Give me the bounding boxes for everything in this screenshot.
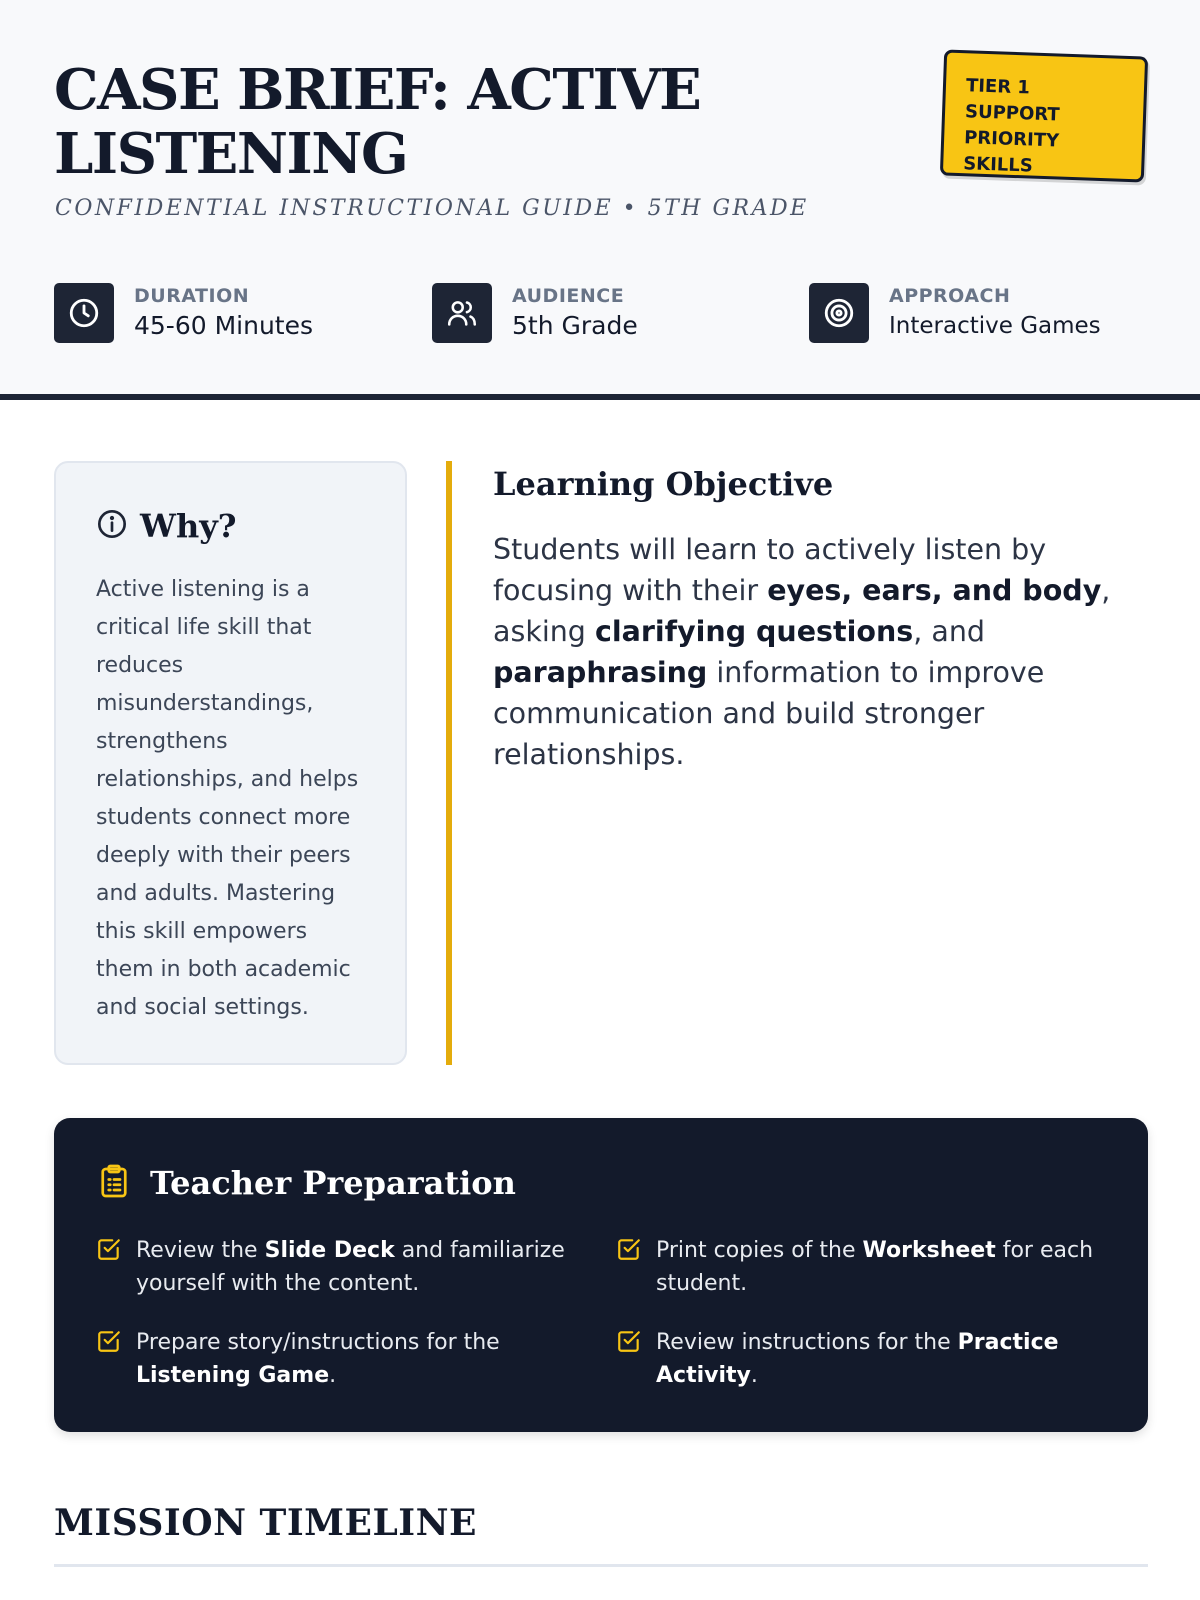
badge-line: PRIORITY — [963, 127, 1060, 152]
page-subtitle: CONFIDENTIAL INSTRUCTIONAL GUIDE • 5TH GRADE — [55, 196, 809, 221]
prep-item — [96, 1326, 616, 1392]
clipboard-icon — [96, 1162, 132, 1204]
teacher-preparation-card — [54, 1118, 1148, 1432]
target-icon — [809, 283, 869, 343]
prep-bold: Practice Activity — [656, 1330, 1059, 1388]
prep-text: Review instructions for the — [656, 1330, 958, 1355]
prep-bold: Listening Game — [136, 1363, 330, 1388]
clock-icon — [54, 283, 114, 343]
prep-item — [616, 1326, 1116, 1392]
header — [0, 0, 1200, 400]
objective-emphasis: eyes, ears, and body — [767, 574, 1102, 607]
prep-text: . — [329, 1363, 337, 1388]
prep-title: Teacher Preparation — [150, 1164, 516, 1202]
badge-line: TIER 1 SUPPORT — [964, 75, 1061, 126]
checkbox-icon — [616, 1328, 642, 1354]
meta-label: APPROACH — [889, 285, 1011, 307]
prep-text: Review the — [136, 1238, 265, 1263]
meta-duration — [54, 282, 313, 344]
prep-text: for each student. — [656, 1238, 1094, 1296]
checkbox-icon — [96, 1328, 122, 1354]
info-icon — [96, 508, 128, 544]
objective-text: , asking — [493, 574, 1111, 648]
prep-bold: Worksheet — [862, 1238, 996, 1263]
badge-line: SKILLS — [962, 153, 1034, 177]
prep-bold: Slide Deck — [264, 1238, 395, 1263]
users-icon — [432, 283, 492, 343]
why-body: Active listening is a critical life skill that reduces misunderstandings, strengthens relationships, and helps students connect more deeply with their peers and adults. Mastering this skill empowers them in both academic and social settings. — [96, 577, 359, 1020]
meta-value: 5th Grade — [512, 311, 638, 340]
learning-objective — [446, 461, 1146, 1065]
checkbox-icon — [616, 1236, 642, 1262]
meta-value: 45-60 Minutes — [134, 311, 314, 340]
prep-item — [96, 1234, 616, 1300]
meta-label: AUDIENCE — [512, 285, 625, 307]
objective-body — [493, 529, 1113, 775]
prep-text: Prepare story/instructions for the — [136, 1330, 500, 1355]
meta-audience — [432, 282, 638, 344]
prep-item — [616, 1234, 1116, 1300]
objective-emphasis: clarifying questions — [594, 615, 914, 648]
why-title: Why? — [140, 507, 237, 545]
objective-text: , and — [913, 615, 985, 648]
priority-badge — [940, 49, 1148, 182]
objective-title: Learning Objective — [493, 465, 834, 503]
prep-text: . — [750, 1363, 758, 1388]
page-title: CASE BRIEF: ACTIVE LISTENING — [54, 57, 701, 187]
timeline-title: MISSION TIMELINE — [54, 1502, 477, 1544]
objective-text: Students will learn to actively listen by focusing with their — [493, 533, 1047, 607]
meta-value: Interactive Games — [889, 313, 1101, 339]
divider — [54, 1564, 1148, 1567]
objective-emphasis: paraphrasing — [493, 656, 708, 689]
why-card — [54, 461, 407, 1065]
prep-text: Print copies of the — [656, 1238, 863, 1263]
meta-label: DURATION — [134, 285, 250, 307]
meta-approach — [809, 282, 1101, 344]
checkbox-icon — [96, 1236, 122, 1262]
prep-text: and familiarize yourself with the content. — [136, 1238, 565, 1296]
objective-text: information to improve communication and build stronger relationships. — [493, 656, 1045, 771]
